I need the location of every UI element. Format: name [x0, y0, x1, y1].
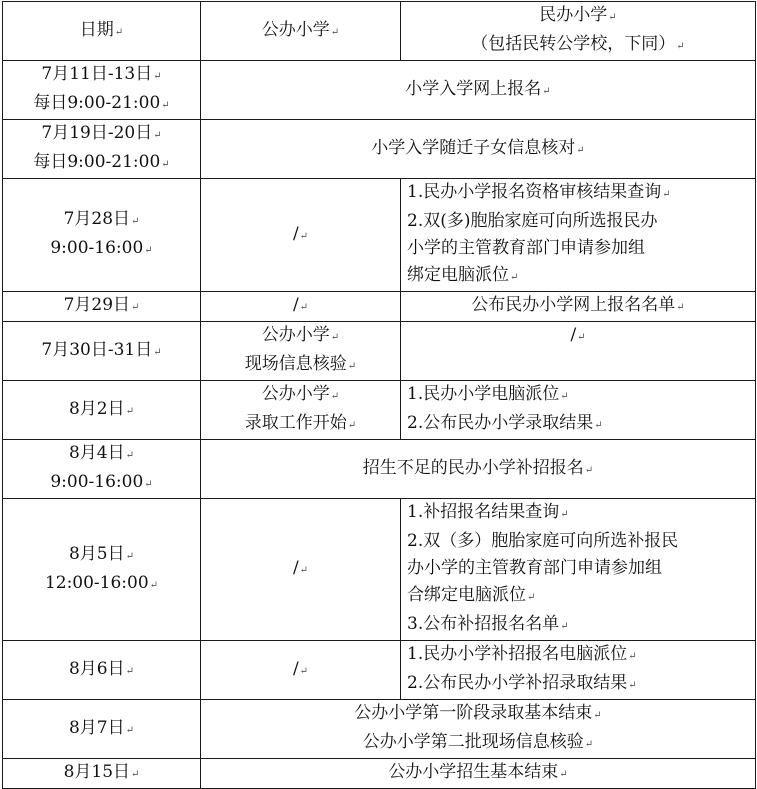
public-cell: 公办小学↵ 现场信息核验↵ — [201, 322, 401, 381]
date-cell: 7月11日-13日↵ 每日9:00-21:00↵ — [3, 61, 201, 120]
merged-cell: 公办小学招生基本结束↵ — [201, 759, 756, 789]
date-cell: 8月5日↵ 12:00-16:00↵ — [3, 499, 201, 641]
date-cell: 8月6日↵ — [3, 641, 201, 700]
date-cell: 7月29日↵ — [3, 292, 201, 322]
private-cell: /↵ — [401, 322, 756, 381]
header-public-school: 公办小学↵ — [201, 2, 401, 61]
private-cell: 1.民办小学补招报名电脑派位↵ 2.公布民办小学补招录取结果↵ — [401, 641, 756, 700]
public-cell: 公办小学↵ 录取工作开始↵ — [201, 381, 401, 440]
private-cell: 1.补招报名结果查询↵ 2.双（多）胞胎家庭可向所选补报民 办小学的主管教育部门申请参加组 合绑定电脑派位↵ 3.公布补招报名名单↵ — [401, 499, 756, 641]
table-row — [3, 759, 756, 789]
table-row — [3, 322, 756, 381]
table-row — [3, 292, 756, 322]
table-row — [3, 381, 756, 440]
public-cell: /↵ — [201, 641, 401, 700]
private-cell: 公布民办小学网上报名名单↵ — [401, 292, 756, 322]
table-row — [3, 700, 756, 759]
date-cell: 7月28日↵ 9:00-16:00↵ — [3, 179, 201, 292]
table-row — [3, 179, 756, 292]
merged-cell: 公办小学第一阶段录取基本结束↵ 公办小学第二批现场信息核验↵ — [201, 700, 756, 759]
date-cell: 7月19日-20日↵ 每日9:00-21:00↵ — [3, 120, 201, 179]
table-row — [3, 641, 756, 700]
date-cell: 8月2日↵ — [3, 381, 201, 440]
date-cell: 8月4日↵ 9:00-16:00↵ — [3, 440, 201, 499]
date-cell: 8月7日↵ — [3, 700, 201, 759]
public-cell: /↵ — [201, 179, 401, 292]
private-cell: 1.民办小学电脑派位↵ 2.公布民办小学录取结果↵ — [401, 381, 756, 440]
merged-cell: 小学入学随迁子女信息核对↵ — [201, 120, 756, 179]
public-cell: /↵ — [201, 499, 401, 641]
table-row — [3, 120, 756, 179]
header-date: 日期↵ — [3, 2, 201, 61]
date-cell: 7月30日-31日↵ — [3, 322, 201, 381]
merged-cell: 招生不足的民办小学补招报名↵ — [201, 440, 756, 499]
public-cell: /↵ — [201, 292, 401, 322]
enrollment-schedule-table — [2, 1, 756, 789]
header-row — [3, 2, 756, 61]
header-private-school: 民办小学↵ （包括民转公学校，下同）↵ — [401, 2, 756, 61]
table-row — [3, 61, 756, 120]
table-row — [3, 499, 756, 641]
table-row — [3, 440, 756, 499]
date-cell: 8月15日↵ — [3, 759, 201, 789]
private-cell: 1.民办小学报名资格审核结果查询↵ 2.双(多)胞胎家庭可向所选报民办 小学的主管教育部门申请参加组 绑定电脑派位↵ — [401, 179, 756, 292]
merged-cell: 小学入学网上报名↵ — [201, 61, 756, 120]
